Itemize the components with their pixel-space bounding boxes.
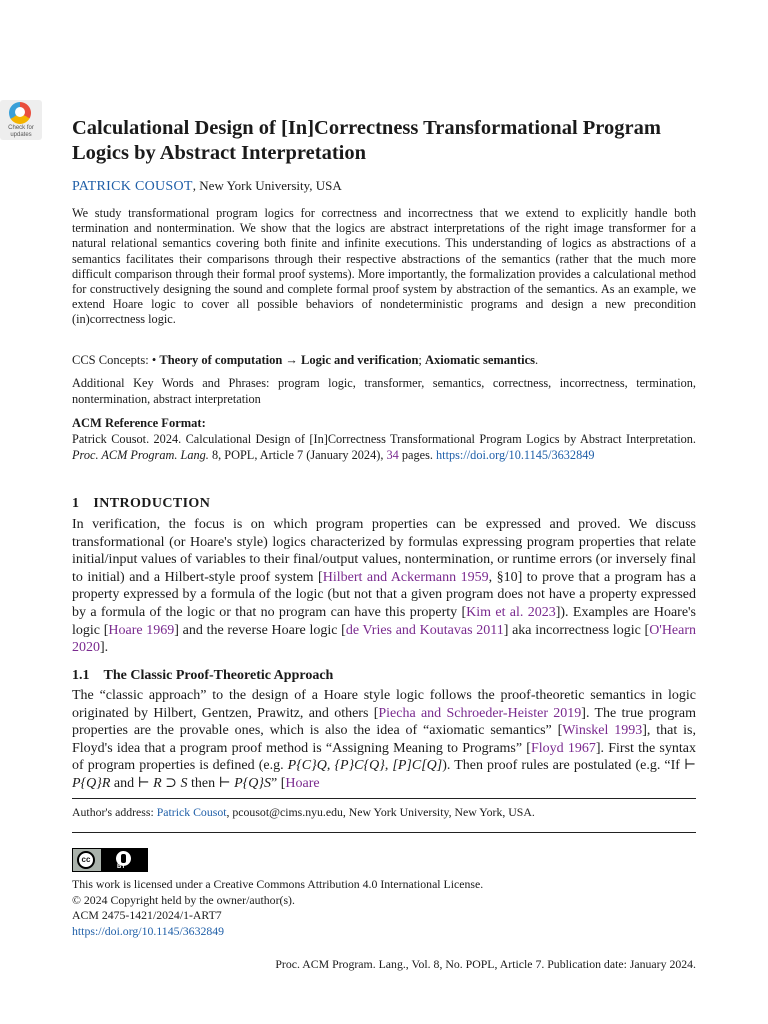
citation-hilbert-ackermann[interactable]: Hilbert and Ackermann 1959 [322,569,489,585]
author-line [72,178,342,195]
paper-title: Calculational Design of [In]Correctness Transformational Program Logics by Abstract Interpretation [72,117,661,164]
section-heading-introduction [72,496,210,512]
sub-text-1: The “classic approach” to the design of a Hoare style logic follows the proof-theoretic semantics in logic originated by Hilbert, Gentzen, Prawitz, and others [ [72,688,696,721]
badge-text [0,125,42,139]
introduction-paragraph [72,516,696,657]
author-name[interactable]: PATRICK COUSOT [72,179,193,194]
reference-text: Patrick Cousot. 2024. Calculational Design of [In]Correctness Transformational Program Logics by Abstract Interpretation. [72,432,696,446]
intro-text-1: In verification, the focus is on which program properties can be expressed and proved. We discuss transformational (or Hoare's style) logics characterized by formulas expressing program properties that relate initial/input values of variables to their final/output values, nontermination, or runtime errors (or inversely final to initial) and a Hilbert-style proof system [ [72,517,696,585]
sub-text-10: ” [ [270,775,286,791]
math-formula-2: {P}C{Q} [334,758,385,774]
citation-kim[interactable]: Kim et al. 2023 [466,604,556,620]
math-formula-5: ⊢ R ⊃ S [137,775,188,791]
reference-format [72,432,696,463]
reference-venue: Proc. ACM Program. Lang. [72,447,209,462]
sub-text-9: then [187,775,219,791]
subsection-number: 1.1 [72,668,90,683]
footnote-rule-bottom [72,832,696,833]
author-affiliation: , New York University, USA [192,178,342,193]
citation-ohearn[interactable]: O'Hearn 2020 [72,622,697,656]
intro-text-5: ] aka incorrectness logic [ [503,622,650,638]
author-address [72,805,535,820]
creative-commons-license-icon[interactable] [72,848,148,872]
ccs-concepts [72,353,696,368]
math-formula-1: P{C}Q [287,758,327,774]
keywords-label: Additional Key Words and Phrases: [72,376,278,390]
ccs-label: CCS Concepts: • [72,353,160,367]
page-footer: Proc. ACM Program. Lang., Vol. 8, No. POPL, Article 7. Publication date: January 2024. [275,957,696,971]
copyright-line: © 2024 Copyright held by the owner/author(s). [72,892,295,907]
cc-icon: cc [77,851,95,869]
footnote-rule-top [72,798,696,799]
badge-text-line2: updates [10,132,32,138]
citation-hoare[interactable]: Hoare [285,775,320,791]
section-number: 1 [72,496,80,511]
keywords-text: program logic, transformer, semantics, correctness, incorrectness, termination, nontermination, abstract interpretation [72,376,696,406]
intro-text-3: ]). Examples are Hoare's logic [ [72,604,697,638]
math-formula-6: ⊢ P{Q}S [218,775,271,791]
citation-piecha[interactable]: Piecha and Schroeder-Heister 2019 [378,705,582,721]
abstract: We study transformational program logics for correctness and incorrectness that we extend to explicitly handle both termination and nontermination. We show that the logics are abstract interpretations of the right image transformer for a natural relational semantics covering both finite and infinite executions. This understanding of logics as abstractions of a semantics facilitates their comparisons through their respective abstractions of the semantics (rather that the much more difficult comparison through their formal proof systems). More importantly, the formalization provides a calculational method for constructively designing the sound and complete formal proof system by abstraction of the semantics. As an example, we extend Hoare logic to cover all possible behaviors of nondeterministic programs and design a new precondition (in)correctness logic. [72,206,696,327]
license-statement: This work is licensed under a Creative Commons Attribution 4.0 International License. [72,877,484,891]
reference-details: 8, POPL, Article 7 (January 2024), [208,447,387,462]
acm-issn-line: ACM 2475-1421/2024/1-ART7 [72,908,222,922]
ccs-end: . [535,353,539,367]
keywords [72,376,696,407]
address-label: Author's address: [72,805,157,819]
check-updates-icon [9,102,31,124]
license-block [72,877,483,939]
reference-pages-link[interactable]: 34 [386,447,399,462]
sub-text-5: , [326,758,335,774]
subsection-paragraph [72,687,696,793]
doi-link[interactable]: https://doi.org/10.1145/3632849 [72,923,225,938]
sub-text-7: ). Then proof rules are postulated (e.g. “If [442,758,684,774]
subsection-title: The Classic Proof-Theoretic Approach [103,668,334,683]
citation-de-vries[interactable]: de Vries and Koutavas 2011 [345,622,504,638]
intro-text-6: ]. [100,640,109,656]
citation-winskel[interactable]: Winskel 1993 [562,723,643,739]
subsection-heading [72,668,333,684]
ccs-concept-2: Axiomatic semantics [425,353,536,367]
section-title: INTRODUCTION [93,496,211,511]
sub-text-8: and [110,775,138,791]
ccs-separator: ; [418,353,425,367]
citation-floyd[interactable]: Floyd 1967 [530,740,596,756]
check-for-updates-badge[interactable] [0,100,42,140]
sub-text-4: ]. First the syntax of program properties is defined (e.g. [72,740,696,774]
ccs-concept-1: Theory of computation → Logic and verification [159,353,419,367]
intro-text-2: , §10] to prove that a program has a property expressed by a formula of the logic (but not that a given program does not have a property expressed by a formula of the logic or that no program can have this property [ [72,569,697,620]
sub-text-3: ], that is, Floyd's idea that a program proof method is “Assigning Meaning to Programs” [ [72,723,696,756]
address-details: , pcousot@cims.nyu.edu, New York University, New York, USA. [226,805,535,819]
by-label: BY [117,864,126,870]
reference-doi-link[interactable]: https://doi.org/10.1145/3632849 [436,447,595,462]
reference-pages-label: pages. [398,447,437,462]
badge-text-line1: Check for [8,125,34,131]
sub-text-6: , [384,758,393,774]
reference-heading: ACM Reference Format: [72,416,206,430]
intro-text-4: ] and the reverse Hoare logic [ [174,622,346,638]
math-formula-4: ⊢ P{Q}R [72,758,697,791]
sub-text-2: ]. The true program properties are the provable ones, which is also the idea of “axiomatic semantics” [ [72,705,696,739]
address-author-link[interactable]: Patrick Cousot [156,805,227,819]
citation-hoare-1969[interactable]: Hoare 1969 [108,622,175,638]
math-formula-3: [P]C[Q] [392,758,443,774]
